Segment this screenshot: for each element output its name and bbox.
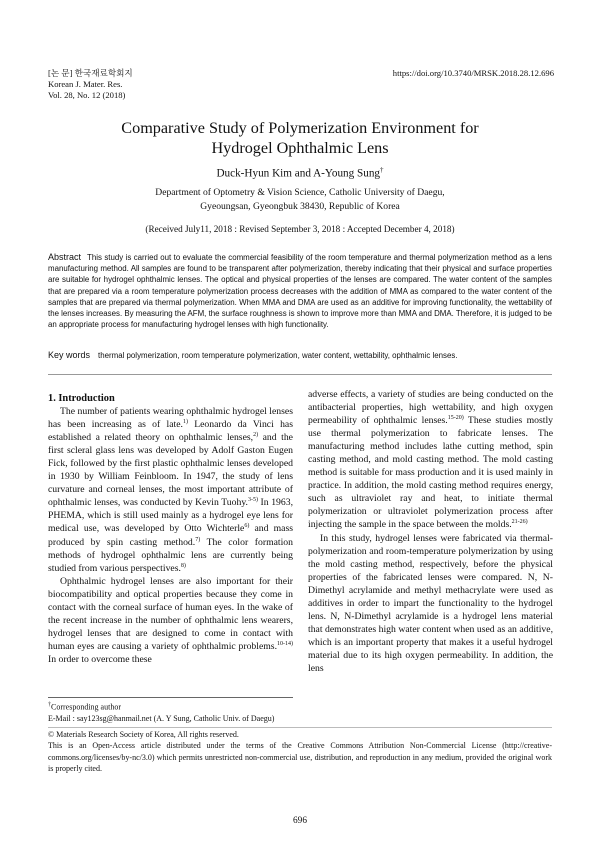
- citation: 10-14): [277, 640, 293, 647]
- intro-paragraph-3: adverse effects, a variety of studies are being conducted on the antibacterial properties, high wettability, and high oxygen permeability of ophthalmic lenses.$^{15-20)}$ These studies mostly use thermal polymerization to fabricate lenses. The manufacturing method includes lathe cutting method, spin casting method, and mold casting method. The mold casting method is suitable for mass production and it is used mainly in practice. In addition, the mold casting method requires energy, such as ultraviolet ray and heat, to initiate thermal polymerization or ultraviolet polymerization process after injecting the sample in the space between the molds.$^{21-26)}$: [308, 389, 553, 531]
- section-divider: [48, 374, 552, 375]
- affiliation-line-1: Department of Optometry & Vision Science, Catholic University of Daegu,: [155, 187, 445, 198]
- footnote-divider: [48, 697, 293, 698]
- affiliation-line-2: Gyeoungsan, Gyeongbuk 38430, Republic of Korea: [200, 201, 400, 212]
- title-line-2: Hydrogel Ophthalmic Lens: [211, 139, 389, 157]
- citation: 6): [244, 523, 250, 530]
- right-column: [308, 388, 553, 675]
- journal-korean-name: [논 문] 한국재료학회지: [48, 68, 133, 78]
- citation: 7): [195, 536, 201, 543]
- authors: [0, 166, 600, 180]
- citation: 1): [182, 418, 188, 425]
- intro-paragraph-1: The number of patients wearing ophthalmic hydrogel lenses has been increasing as of late.$^{1)}$ Leonardo da Vinci has established a related theory on ophthalmic lenses,$^{2)}$ and the first scleral glass lens was developed by Adolf Gaston Eugen Fick, followed by the first plastic ophthalmic lenses developed in 1930 by William Feinbloom. In 1947, the study of lens curvature and corneal lenses, the most important attribute of ophthalmic lenses, was conducted by Kevin Tuohy.$^{3-5)}$ In 1963, PHEMA, which is still used mainly as a hydrogel eye lens for medical use, was developed by Otto Wichterle$^{6)}$ and mass produced by spin casting method.$^{7)}$ The color formation methods of hydrogel ophthalmic lens are currently being studied from various perspectives.$^{8)}$: [48, 406, 293, 574]
- journal-header: [48, 68, 133, 101]
- license-text: This is an Open-Access article distributed under the terms of the Creative Commons Attribution Non-Commercial License (http://creative-commons.org/licenses/by-nc/3.0) which permits unrestricted non-commercial use, distribution, and reproduction in any medium, provided the original work is properly cited.: [48, 741, 552, 774]
- keywords-text: thermal polymerization, room temperature polymerization, water content, wettability, ophthalmic lenses.: [98, 351, 458, 360]
- intro-paragraph-4: In this study, hydrogel lenses were fabricated via thermal-polymerization and room-temperature polymerization by using the mold casting method, respectively, before the physical properties of the fabricated lenses were compared. N, N-Dimethyl acrylamide and methyl methacrylate were used as additives in order to impart the functionality to the hydrogel lens. N, N-Dimethyl acrylamide is a hydrogel lens material that demonstrates high water content when used as an additive, which is an important property that makes it a useful hydrogel material due to its high oxygen permeability. In addition, the lens: [308, 532, 553, 674]
- abstract-text: This study is carried out to evaluate the commercial feasibility of the room temperature and thermal polymerization method as a lens manufacturing method. All samples are found to be transparent after polymerization, thereby indicating that their physical and surface properties are suitable for hydrogel ophthalmic lenses. The optical and physical properties of the lenses are compared. The water content of the samples that are prepared via a room temperature polymerization process decreases with the addition of MMA as compared to the water content of the samples that are prepared via thermal polymerization. When MMA and DMA are used as an additive for improving functionality, the wettability of the lenses increases. By measuring the AFM, the surface roughness is shown to improve more than MMA and DMA. Therefore, it is judged to be an appropriate process for manufacturing hydrogel lenses with high functionality.: [48, 253, 552, 330]
- journal-abbrev: Korean J. Mater. Res.: [48, 79, 123, 89]
- page-number: 696: [293, 816, 307, 826]
- abstract-label: Abstract: [48, 252, 82, 262]
- citation: 3-5): [247, 497, 258, 504]
- citation: 2): [253, 431, 259, 438]
- license-divider: [48, 727, 552, 728]
- author-names: Duck-Hyun Kim and A-Young Sung: [216, 167, 381, 180]
- received-dates: (Received July11, 2018 : Revised September 3, 2018 : Accepted December 4, 2018): [145, 224, 455, 234]
- keywords: [48, 350, 552, 360]
- license-block: [48, 729, 552, 775]
- footnote: [48, 700, 558, 724]
- paper-title: [0, 118, 600, 158]
- title-line-1: Comparative Study of Polymerization Environment for: [121, 119, 479, 137]
- journal-volume: Vol. 28, No. 12 (2018): [48, 90, 126, 100]
- footnote-mark: †: [48, 702, 51, 708]
- left-column: [48, 392, 293, 666]
- copyright-notice: © Materials Research Society of Korea, All rights reserved.: [48, 730, 239, 739]
- citation: 21-26): [511, 519, 528, 526]
- corresponding-author-note: †Corresponding author: [48, 702, 121, 712]
- keywords-label: Key words: [48, 350, 91, 360]
- abstract: [48, 252, 552, 330]
- intro-paragraph-2: Ophthalmic hydrogel lenses are also important for their biocompatibility and optical properties because they come in contact with the corneal surface of human eyes. In the wake of the recent increase in the number of ophthalmic lens wearers, hydrogel lenses that are designed to come in contact with human eyes are causing a variety of ophthalmic problems.$^{10-14)}$ In order to overcome these: [48, 575, 293, 665]
- corresponding-mark: †: [380, 166, 384, 174]
- citation: 15-20): [447, 414, 464, 421]
- citation: 8): [180, 562, 186, 569]
- section-heading: 1. Introduction: [48, 393, 115, 404]
- doi-link[interactable]: https://doi.org/10.3740/MRSK.2018.28.12.696: [392, 68, 554, 78]
- affiliation: [0, 186, 600, 214]
- corresponding-email: E-Mail : say123sg@hanmail.net (A. Y Sung, Catholic Univ. of Daegu): [48, 713, 275, 723]
